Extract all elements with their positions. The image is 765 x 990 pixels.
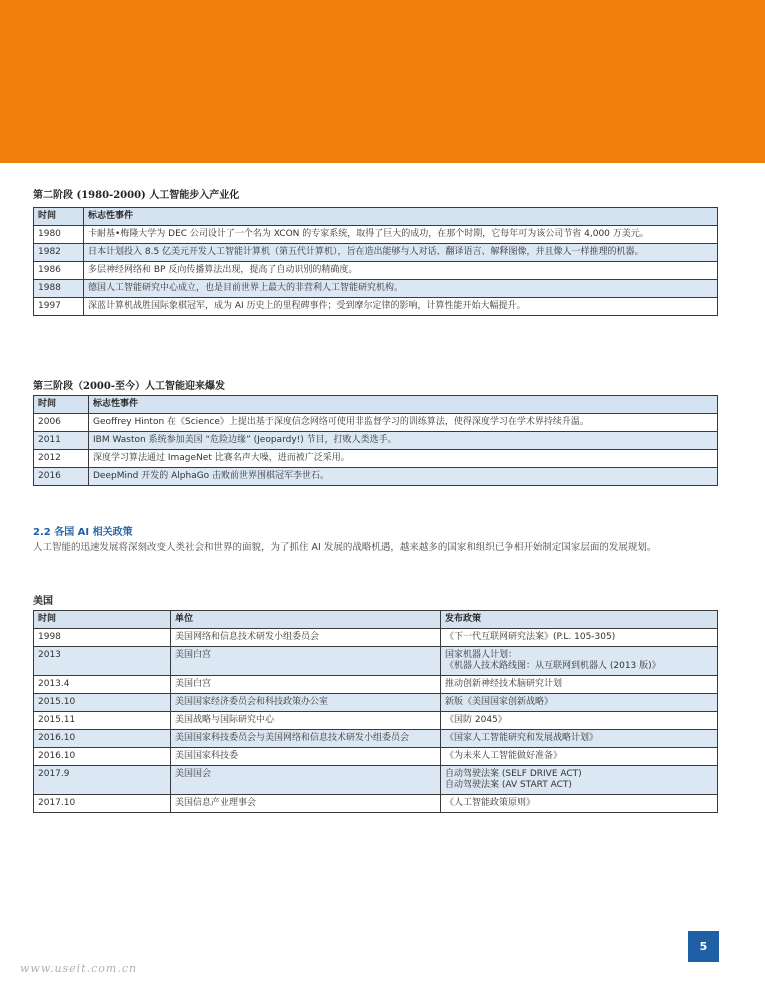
- header-cell-event: 标志性事件: [89, 396, 718, 414]
- cell-event: 深蓝计算机战胜国际象棋冠军，成为 AI 历史上的里程碑事件；受到摩尔定律的影响，计算性能开始大幅提升。: [84, 298, 718, 316]
- cell-org: 美国信息产业理事会: [171, 795, 441, 813]
- stage2-table: [33, 207, 718, 316]
- cell-year: 1997: [34, 298, 84, 316]
- table-row: [34, 647, 718, 676]
- cell-org: 美国白宫: [171, 647, 441, 676]
- page-number: 5: [688, 931, 719, 962]
- table-row: [34, 795, 718, 813]
- cell-event: IBM Waston 系统参加美国 “危险边缘” (Jeopardy!) 节目，打败人类选手。: [89, 432, 718, 450]
- table-row: [34, 676, 718, 694]
- cell-org: 美国国家科技委: [171, 748, 441, 766]
- table-row: [34, 414, 718, 432]
- header-cell-event: 标志性事件: [84, 208, 718, 226]
- cell-event: Geoffrey Hinton 在《Science》上提出基于深度信念网络可使用非监督学习的训练算法，使得深度学习在学术界持续升温。: [89, 414, 718, 432]
- header-band: [0, 0, 765, 163]
- section-paragraph: 人工智能的迅速发展将深刻改变人类社会和世界的面貌，为了抓住 AI 发展的战略机遇，越来越多的国家和组织已争相开始制定国家层面的发展规划。: [33, 542, 657, 553]
- cell-time: 2016.10: [34, 730, 171, 748]
- table-row: [34, 694, 718, 712]
- cell-policy: 新版《美国国家创新战略》: [441, 694, 718, 712]
- cell-event: 多层神经网络和 BP 反向传播算法出现，提高了自动识别的精确度。: [84, 262, 718, 280]
- cell-policy: 《国家人工智能研究和发展战略计划》: [441, 730, 718, 748]
- stage3-title: 第三阶段（2000-至今）人工智能迎来爆发: [33, 381, 225, 392]
- table-row: [34, 226, 718, 244]
- cell-policy: 《下一代互联网研究法案》(P.L. 105-305): [441, 629, 718, 647]
- cell-org: 美国白宫: [171, 676, 441, 694]
- table-row: [34, 450, 718, 468]
- stage2-title: 第二阶段 (1980-2000) 人工智能步入产业化: [33, 190, 240, 201]
- cell-year: 2011: [34, 432, 89, 450]
- cell-policy: 《为未来人工智能做好准备》: [441, 748, 718, 766]
- cell-year: 1986: [34, 262, 84, 280]
- cell-year: 1980: [34, 226, 84, 244]
- cell-org: 美国国家经济委员会和科技政策办公室: [171, 694, 441, 712]
- table-row: [34, 262, 718, 280]
- table-header-row: [34, 396, 718, 414]
- cell-year: 2016: [34, 468, 89, 486]
- usa-title: 美国: [33, 596, 53, 607]
- cell-year: 2012: [34, 450, 89, 468]
- cell-year: 2006: [34, 414, 89, 432]
- cell-time: 2017.10: [34, 795, 171, 813]
- table-row: [34, 244, 718, 262]
- cell-event: 深度学习算法通过 ImageNet 比赛名声大噪，进而被广泛采用。: [89, 450, 718, 468]
- section-title-text: 各国 AI 相关政策: [54, 527, 133, 538]
- cell-time: 2015.10: [34, 694, 171, 712]
- header-cell-time: 时间: [34, 611, 171, 629]
- cell-event: 卡耐基•梅隆大学为 DEC 公司设计了一个名为 XCON 的专家系统，取得了巨大的成功，在那个时期，它每年可为该公司节省 4,000 万美元。: [84, 226, 718, 244]
- cell-time: 2017.9: [34, 766, 171, 795]
- table-row: [34, 298, 718, 316]
- table-row: [34, 748, 718, 766]
- cell-policy: 推动创新神经技术脑研究计划: [441, 676, 718, 694]
- cell-org: 美国战略与国际研究中心: [171, 712, 441, 730]
- table-row: [34, 730, 718, 748]
- table-header-row: [34, 611, 718, 629]
- cell-policy: 自动驾驶法案 (SELF DRIVE ACT) 自动驾驶法案 (AV START ACT): [441, 766, 718, 795]
- cell-policy: 《人工智能政策原则》: [441, 795, 718, 813]
- table-row: [34, 432, 718, 450]
- cell-time: 2016.10: [34, 748, 171, 766]
- table-row: [34, 468, 718, 486]
- cell-year: 1982: [34, 244, 84, 262]
- header-cell-policy: 发布政策: [441, 611, 718, 629]
- header-cell-time: 时间: [34, 396, 89, 414]
- cell-event: 日本计划投入 8.5 亿美元开发人工智能计算机（第五代计算机），旨在造出能够与人对话、翻译语言、解释图像，并且像人一样推理的机器。: [84, 244, 718, 262]
- cell-time: 2013.4: [34, 676, 171, 694]
- cell-time: 2013: [34, 647, 171, 676]
- cell-org: 美国网络和信息技术研发小组委员会: [171, 629, 441, 647]
- cell-policy: 国家机器人计划： 《机器人技术路线图：从互联网到机器人 (2013 版)》: [441, 647, 718, 676]
- section-title: [33, 523, 133, 538]
- cell-year: 1988: [34, 280, 84, 298]
- watermark: www.useit.com.cn: [20, 962, 138, 975]
- header-cell-org: 单位: [171, 611, 441, 629]
- stage3-table: [33, 395, 718, 486]
- table-header-row: [34, 208, 718, 226]
- cell-policy: 《国防 2045》: [441, 712, 718, 730]
- table-row: [34, 280, 718, 298]
- table-row: [34, 629, 718, 647]
- cell-time: 1998: [34, 629, 171, 647]
- cell-event: 德国人工智能研究中心成立，也是目前世界上最大的非营利人工智能研究机构。: [84, 280, 718, 298]
- table-row: [34, 712, 718, 730]
- section-number: 2.2: [33, 527, 51, 538]
- cell-org: 美国国会: [171, 766, 441, 795]
- cell-event: DeepMind 开发的 AlphaGo 击败前世界围棋冠军李世石。: [89, 468, 718, 486]
- table-row: [34, 766, 718, 795]
- usa-policy-table: [33, 610, 718, 813]
- cell-org: 美国国家科技委员会与美国网络和信息技术研发小组委员会: [171, 730, 441, 748]
- header-cell-time: 时间: [34, 208, 84, 226]
- cell-time: 2015.11: [34, 712, 171, 730]
